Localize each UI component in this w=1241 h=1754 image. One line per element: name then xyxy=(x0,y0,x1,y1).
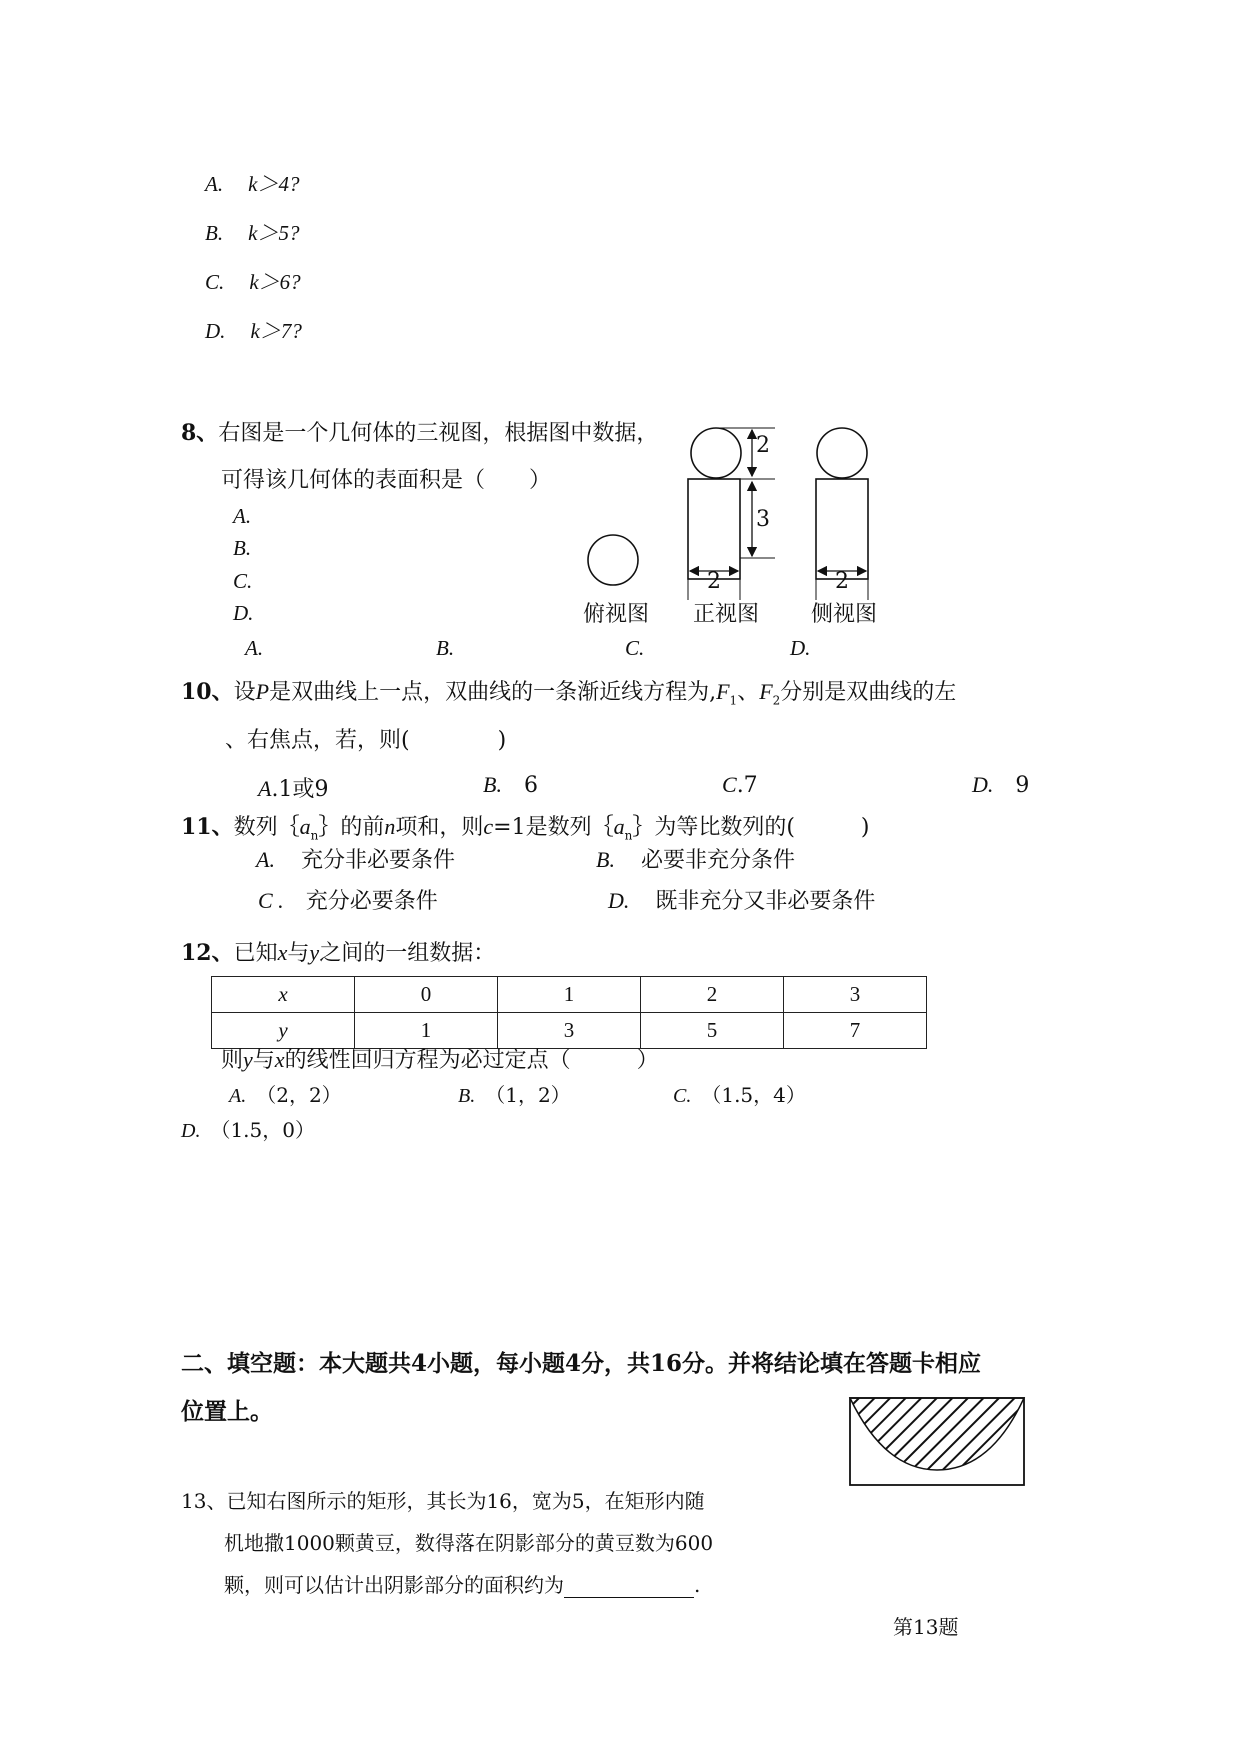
option-letter: C. xyxy=(205,270,225,294)
table-cell: 5 xyxy=(641,1013,784,1049)
side-view-circle xyxy=(817,428,867,478)
q11-text-a: 数列｛ xyxy=(233,815,300,840)
front-view-label: 正视图 xyxy=(693,602,760,627)
table-cell: 0 xyxy=(355,977,498,1013)
table-cell: 3 xyxy=(498,1013,641,1049)
var-a: a xyxy=(613,814,625,839)
dim-label-top: 2 xyxy=(756,433,770,458)
section-heading: 二、填空题：本大题共4小题，每小题4分，共16分。并将结论填在答题卡相应 xyxy=(181,1350,982,1377)
question-number: 11、 xyxy=(181,814,234,840)
top-view-label: 俯视图 xyxy=(583,602,650,627)
answer-blank[interactable] xyxy=(564,1577,694,1598)
option-text: k＞6? xyxy=(249,270,301,294)
option-letter: A. xyxy=(205,172,224,196)
option-text: （1.5，4） xyxy=(701,1083,806,1107)
var-x: x xyxy=(277,940,288,965)
q12-line2-a: 则 xyxy=(221,1048,244,1073)
table-cell: x xyxy=(212,977,355,1013)
var-y: y xyxy=(309,940,320,965)
q10-text-c: 分别是双曲线的左 xyxy=(780,680,957,705)
option-letter: C. xyxy=(673,1085,692,1107)
q13-rectangle xyxy=(850,1398,1024,1485)
q10-stem-line1 xyxy=(181,675,956,707)
q8-option-d: D. xyxy=(233,601,254,625)
q9-option-d: D. xyxy=(790,636,811,660)
q8-stem-line2: 可得该几何体的表面积是（ ） xyxy=(221,468,552,493)
option-letter: D. xyxy=(205,319,226,343)
q8-text: 右图是一个几何体的三视图，根据图中数据， xyxy=(218,421,659,446)
a-subscript: n xyxy=(624,828,633,843)
front-view-circle xyxy=(691,428,741,478)
q10-option-d xyxy=(972,772,1029,798)
dim-label-width-side: 2 xyxy=(835,569,849,594)
q9-option-b: B. xyxy=(436,636,455,660)
q13-line3 xyxy=(224,1569,700,1598)
q11-option-b xyxy=(596,843,795,874)
xy-data-table xyxy=(211,976,927,1049)
dim-label-width-front: 2 xyxy=(707,569,721,594)
var-n: n xyxy=(384,814,396,839)
q7-option-d xyxy=(205,315,302,345)
table-cell: 3 xyxy=(784,977,927,1013)
option-text: 充分必要条件 xyxy=(305,889,438,914)
q12-text-b: 与 xyxy=(287,941,310,966)
q12-stem xyxy=(181,936,495,967)
var-c: c xyxy=(483,814,494,839)
q13-line2: 机地撒1000颗黄豆，数得落在阴影部分的黄豆数为600 xyxy=(224,1531,714,1555)
period: . xyxy=(694,1573,701,1597)
q13-text: 已知右图所示的矩形，其长为16，宽为5，在矩形内随 xyxy=(226,1489,705,1513)
q12-option-b xyxy=(458,1079,571,1108)
q12-question-line xyxy=(221,1043,659,1074)
option-letter: D. xyxy=(608,888,630,913)
q8-option-a: A. xyxy=(233,504,252,528)
q7-option-a xyxy=(205,168,300,198)
figure-caption: 第13题 xyxy=(893,1615,959,1639)
var-x: x xyxy=(274,1047,285,1072)
q13-text: 颗，则可以估计出阴影部分的面积约为 xyxy=(224,1573,564,1597)
question-number: 8、 xyxy=(181,420,219,446)
option-text: 充分非必要条件 xyxy=(300,848,455,873)
shaded-region xyxy=(850,1398,1024,1470)
table-cell: 1 xyxy=(498,977,641,1013)
q8-stem-line1 xyxy=(181,416,658,447)
q9-option-c: C. xyxy=(625,636,645,660)
var-y: y xyxy=(243,1047,253,1072)
var-a: a xyxy=(299,814,311,839)
option-letter: D. xyxy=(972,772,994,797)
f1-subscript: 1 xyxy=(729,693,738,708)
option-letter: C . xyxy=(258,888,284,913)
option-letter: C xyxy=(722,772,737,797)
var-p: P xyxy=(255,679,270,704)
q11-option-a xyxy=(256,843,455,874)
question-number: 13、 xyxy=(181,1489,227,1513)
option-letter: B. xyxy=(483,772,502,797)
option-text: （2，2） xyxy=(256,1083,342,1107)
table-cell: y xyxy=(212,1013,355,1049)
q11-stem xyxy=(181,810,870,842)
q11-text-e: ｝为等比数列的( ) xyxy=(632,815,870,840)
option-text: （1，2） xyxy=(485,1083,571,1107)
q12-text-c: 之间的一组数据： xyxy=(319,941,496,966)
q8-option-c: C. xyxy=(233,569,253,593)
q10-text-b: 是双曲线上一点，双曲线的一条渐近线方程为, xyxy=(269,680,717,705)
side-view-rect xyxy=(816,479,868,579)
q10-option-b xyxy=(483,772,538,798)
a-subscript: n xyxy=(310,828,319,843)
q11-option-d xyxy=(608,884,875,915)
side-view-label: 侧视图 xyxy=(811,602,878,627)
option-text: 既非充分又非必要条件 xyxy=(655,889,876,914)
q7-option-c xyxy=(205,266,301,296)
option-text: .1或9 xyxy=(271,777,329,802)
q12-text-a: 已知 xyxy=(233,941,278,966)
q10-option-c xyxy=(722,772,758,798)
option-text: k＞4? xyxy=(248,172,300,196)
option-letter: D. xyxy=(181,1120,201,1142)
option-text: .7 xyxy=(736,773,758,798)
q11-option-c xyxy=(258,884,438,915)
q10-option-a xyxy=(258,772,328,803)
option-letter: A. xyxy=(256,847,275,872)
table-row xyxy=(212,977,927,1013)
option-text: k＞7? xyxy=(250,319,302,343)
table-cell: 2 xyxy=(641,977,784,1013)
option-letter: A xyxy=(258,776,272,801)
option-text: k＞5? xyxy=(248,221,300,245)
option-text: （1.5，0） xyxy=(210,1118,315,1142)
table-cell: 7 xyxy=(784,1013,927,1049)
option-letter: A. xyxy=(229,1085,247,1107)
q11-text-c: 项和，则 xyxy=(395,815,484,840)
dim-label-height: 3 xyxy=(756,507,770,532)
q13-line1 xyxy=(181,1485,705,1514)
q12-line2-c: 的线性回归方程为必过定点（ ） xyxy=(284,1048,659,1073)
q8-option-b: B. xyxy=(233,536,252,560)
var-f1: F xyxy=(716,679,730,704)
q11-text-d: =1是数列｛ xyxy=(493,815,614,840)
q10-stem-line2: 、右焦点，若，则( ) xyxy=(225,728,507,753)
q12-option-c xyxy=(673,1079,806,1108)
table-cell: 1 xyxy=(355,1013,498,1049)
option-text: 9 xyxy=(1015,773,1030,798)
section-heading-line2: 位置上。 xyxy=(181,1398,273,1425)
separator: 、 xyxy=(737,680,760,705)
var-f2: F xyxy=(759,679,773,704)
option-letter: B. xyxy=(205,221,224,245)
q12-option-a xyxy=(229,1079,342,1108)
q9-option-a: A. xyxy=(245,636,264,660)
question-number: 12、 xyxy=(181,940,234,966)
option-text: 6 xyxy=(523,773,538,798)
q12-option-d xyxy=(181,1114,315,1143)
question-number: 10、 xyxy=(181,679,234,705)
q7-option-b xyxy=(205,217,300,247)
front-view-rect xyxy=(688,479,740,579)
option-letter: B. xyxy=(596,847,615,872)
f2-subscript: 2 xyxy=(772,693,781,708)
q12-line2-b: 与 xyxy=(252,1048,275,1073)
q10-text-a: 设 xyxy=(233,680,256,705)
q11-text-b: ｝的前 xyxy=(318,815,385,840)
top-view-circle xyxy=(588,535,638,585)
option-letter: B. xyxy=(458,1085,476,1107)
option-text: 必要非充分条件 xyxy=(640,848,795,873)
